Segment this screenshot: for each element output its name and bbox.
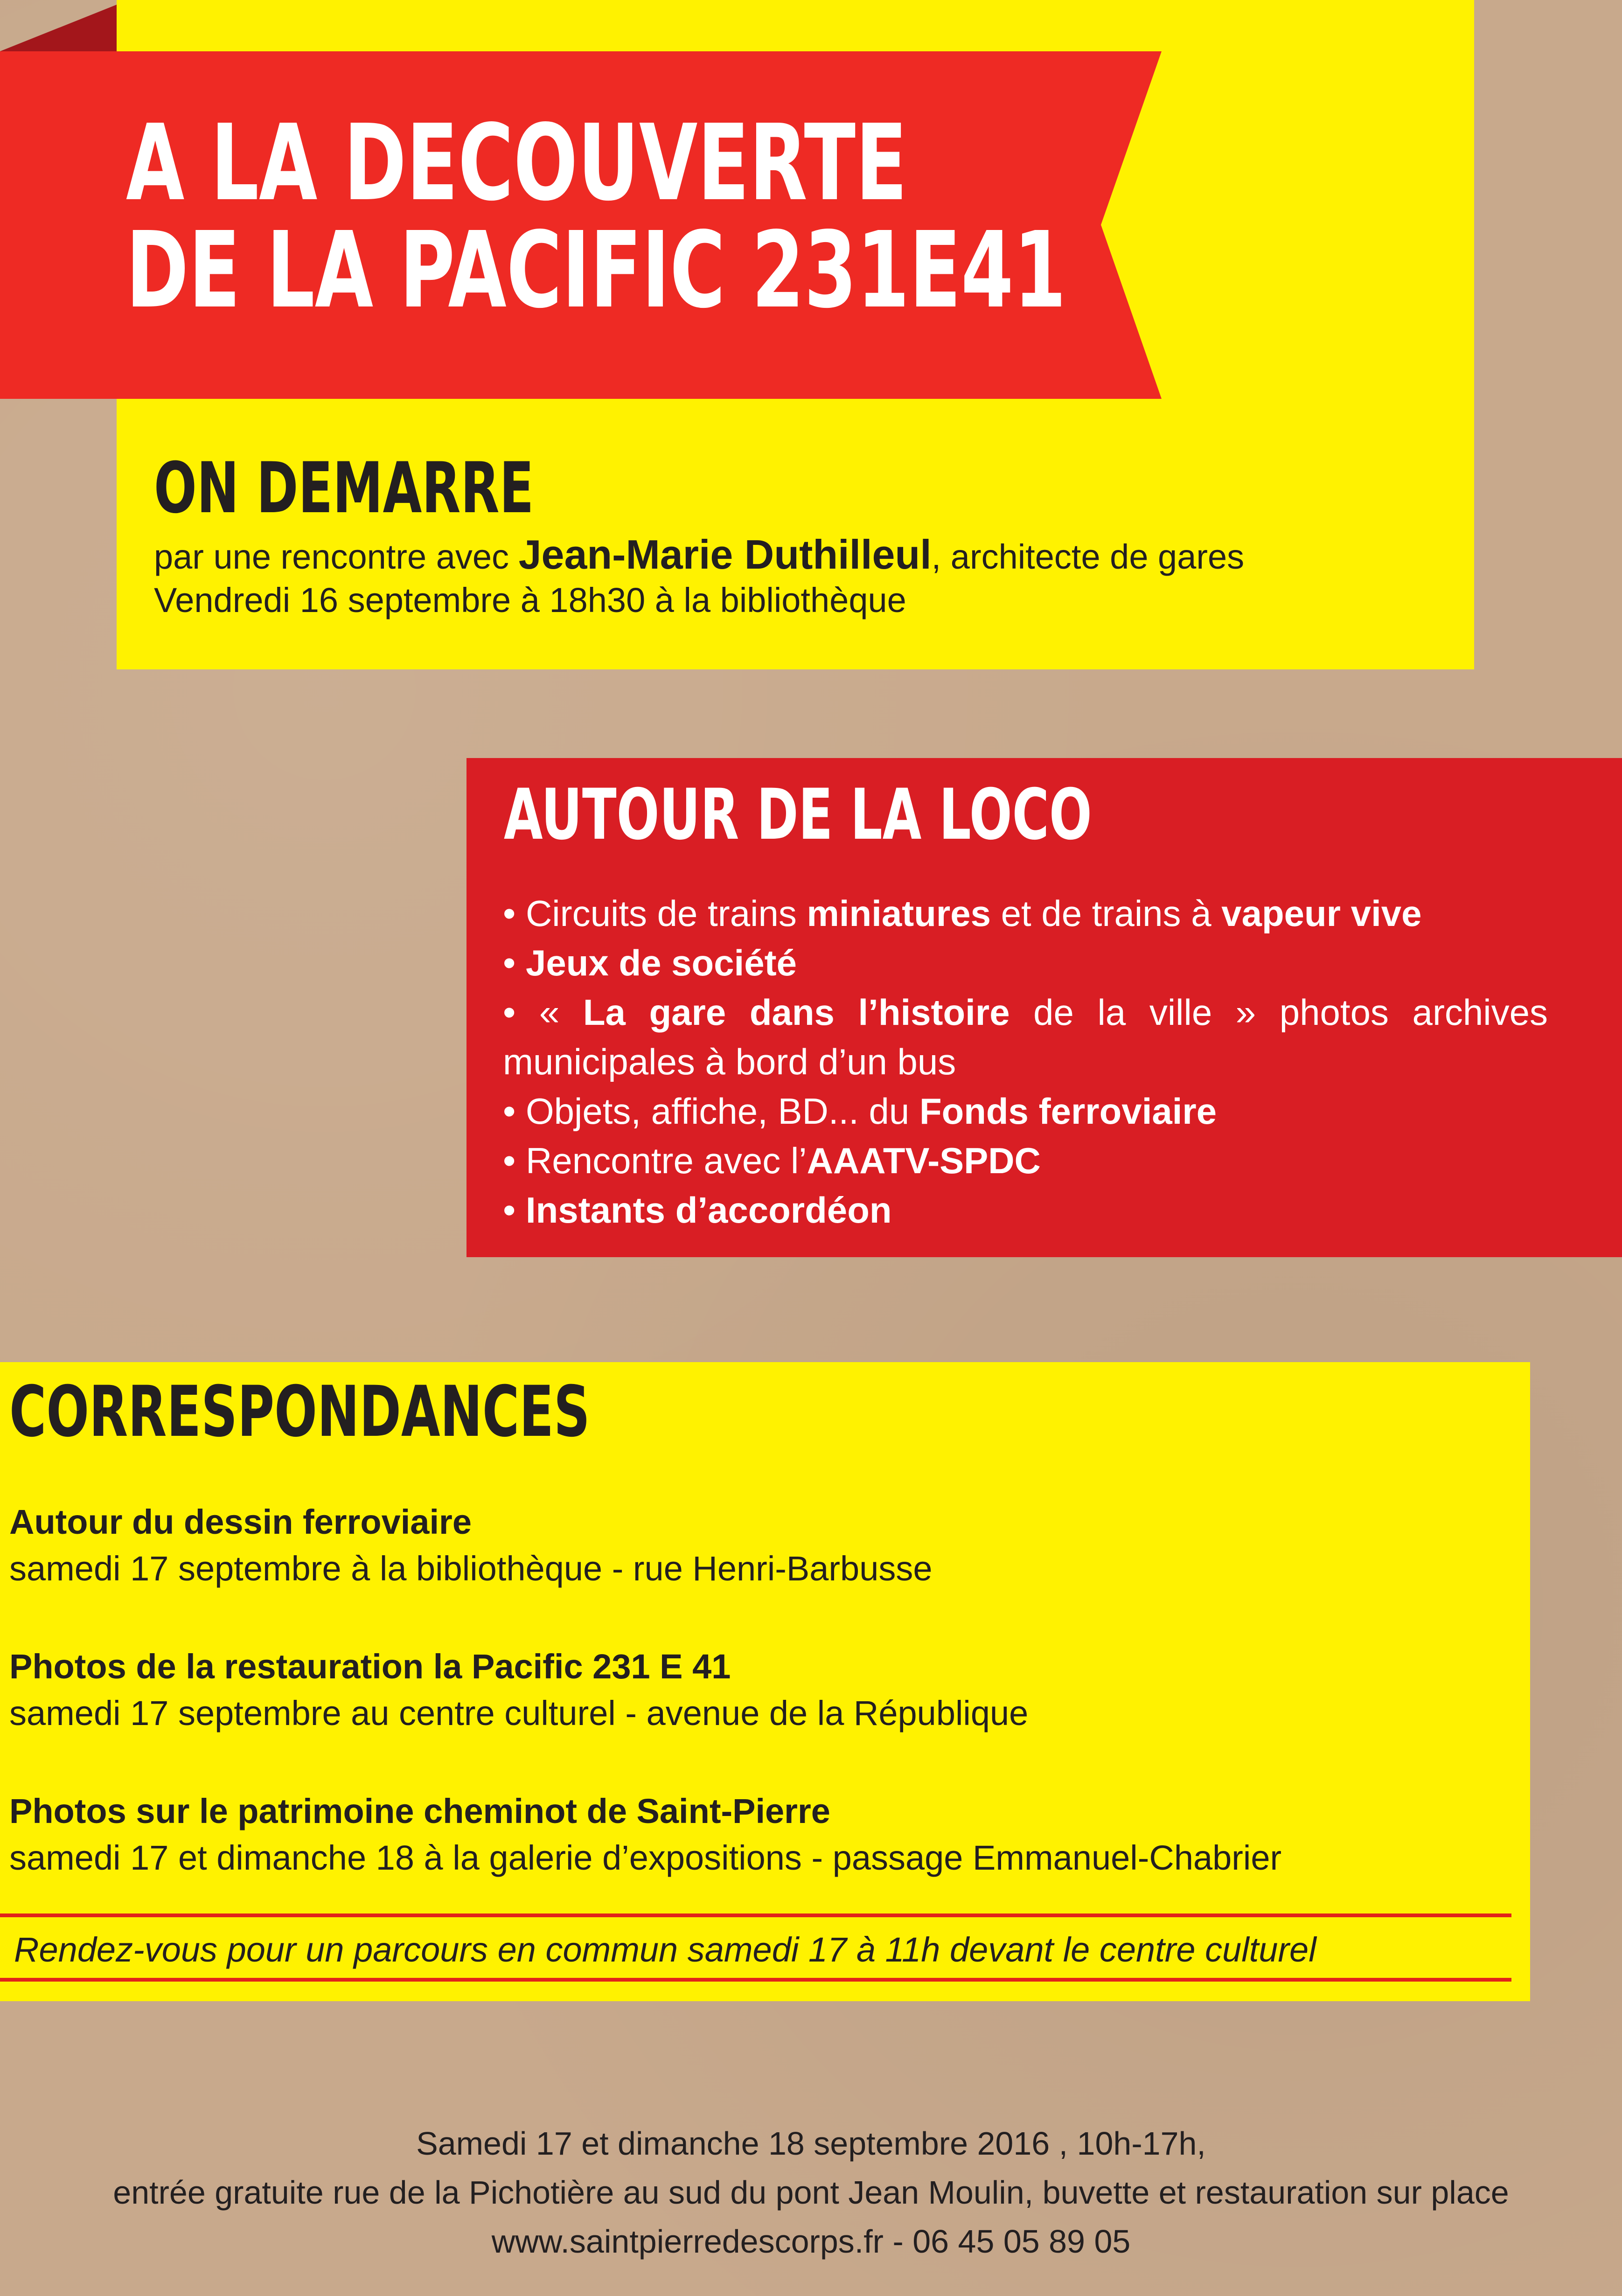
banner-title-line1: A LA DECOUVERTE (126, 102, 907, 224)
list-item (503, 1136, 1548, 1185)
banner-title (126, 102, 1066, 332)
event-detail: samedi 17 septembre à la bibliothèque - rue Henri-Barbusse (9, 1549, 933, 1588)
list-item (503, 889, 1548, 938)
item-bold: AAATV-SPDC (807, 1140, 1041, 1181)
demarre-heading: ON DEMARRE (154, 448, 534, 529)
item-text: • Objets, affiche, BD... du (503, 1091, 919, 1132)
event-title: Autour du dessin ferroviaire (9, 1503, 472, 1541)
list-item (503, 1086, 1548, 1136)
demarre-intro: par une rencontre avec (154, 537, 519, 576)
rendezvous-note: Rendez-vous pour un parcours en commun samedi 17 à 11h devant le centre culturel (14, 1930, 1316, 1969)
divider-top (0, 1913, 1511, 1917)
event-detail: samedi 17 et dimanche 18 à la galerie d’expositions - passage Emmanuel-Chabrier (9, 1838, 1282, 1877)
footer-access: entrée gratuite rue de la Pichotière au sud du pont Jean Moulin, buvette et restauration sur place (113, 2174, 1509, 2211)
ribbon-fold-shape (0, 5, 117, 51)
loco-heading: AUTOUR DE LA LOCO (504, 774, 1092, 856)
loco-activity-list (503, 889, 1548, 1235)
item-bold: Jeux de société (525, 942, 797, 983)
item-text: et de trains à (990, 893, 1222, 934)
item-bold: Instants d’accordéon (525, 1190, 892, 1231)
item-text: • Rencontre avec l’ (503, 1140, 807, 1181)
item-bold: miniatures (807, 893, 991, 934)
list-item (503, 988, 1548, 1086)
item-text: • « (503, 992, 583, 1033)
list-item (503, 1185, 1548, 1235)
footer-dates: Samedi 17 et dimanche 18 septembre 2016 , 10h-17h, (416, 2125, 1206, 2162)
speaker-name: Jean-Marie Duthilleul (518, 531, 932, 577)
item-text: • (503, 1190, 526, 1231)
item-bold: vapeur vive (1221, 893, 1422, 934)
banner-title-line2: DE LA PACIFIC 231E41 (126, 209, 1066, 332)
divider-bottom (0, 1978, 1511, 1982)
correspondances-heading: CORRESPONDANCES (9, 1371, 590, 1453)
item-text: • Circuits de trains (503, 893, 807, 934)
speaker-role: , architecte de gares (931, 537, 1245, 576)
item-bold: La gare dans l’histoire (583, 992, 1010, 1033)
footer-contact: www.saintpierredescorps.fr - 06 45 05 89 05 (491, 2223, 1131, 2260)
event-title: Photos sur le patrimoine cheminot de Saint-Pierre (9, 1792, 830, 1830)
demarre-date: Vendredi 16 septembre à 18h30 à la bibliothèque (154, 581, 906, 619)
item-text: de la ville » photos archives municipales à bord d’un bus (503, 992, 1548, 1082)
item-text: • (503, 942, 526, 983)
event-detail: samedi 17 septembre au centre culturel - avenue de la République (9, 1694, 1029, 1732)
event-title: Photos de la restauration la Pacific 231 E 41 (9, 1647, 731, 1686)
item-bold: Fonds ferroviaire (919, 1091, 1217, 1132)
list-item (503, 938, 1548, 988)
demarre-intro-line (154, 532, 1244, 580)
